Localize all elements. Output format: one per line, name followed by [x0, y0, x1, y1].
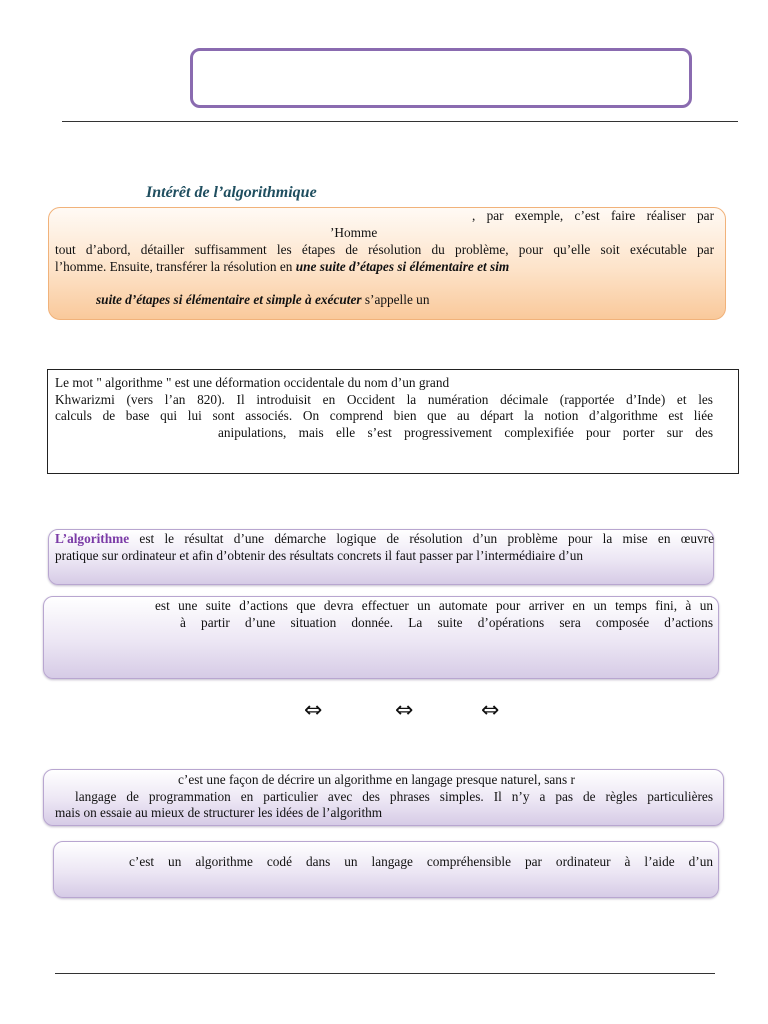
section-title: Intérêt de l’algorithmique: [146, 184, 317, 201]
orange-box-line-5-text: s’appelle un: [364, 292, 430, 307]
equivalence-arrow-icon: ⇔: [304, 698, 323, 723]
pseudocode-line-1: c’est une façon de décrire un algorithme en langage presque naturel, sans r: [178, 772, 575, 787]
definition-line-1: [55, 531, 714, 548]
footer-divider: [55, 973, 715, 974]
etymology-line-1: Le mot " algorithme " est une déformation occidentale du nom d’un grand: [55, 375, 450, 390]
orange-box-line-3: tout d’abord, détailler suffisamment les étapes de résolution du problème, pour qu’elle soit exécutable par: [55, 242, 714, 257]
pseudocode-line-2: langage de programmation en particulier avec des phrases simples. Il n’y a pas de règles particulières: [75, 789, 713, 804]
orange-box-line-4-emphasis: une suite d’étapes si élémentaire et sim: [295, 259, 510, 274]
header-divider: [62, 121, 738, 122]
definition-line-2: pratique sur ordinateur et afin d’obtenir des résultats concrets il faut passer par l’intermédiaire d’un: [55, 548, 583, 563]
program-line-1: c’est un algorithme codé dans un langage compréhensible par ordinateur à l’aide d’un: [129, 854, 713, 869]
orange-box-line-4-text: l’homme. Ensuite, transférer la résolution en: [55, 259, 293, 274]
orange-box-line-5: [96, 292, 429, 309]
definition-line-1-text: est le résultat d’une démarche logique de résolution d’un problème pour la mise en œuvre: [139, 531, 714, 546]
algorithm-term: L’algorithme: [55, 531, 130, 546]
orange-box-line-5-emphasis: suite d’étapes si élémentaire et simple à exécuter: [96, 292, 362, 307]
sequence-line-2: à partir d’une situation donnée. La suite d’opérations sera composée d’actions: [180, 615, 713, 630]
equivalence-arrow-icon: ⇔: [395, 698, 414, 723]
orange-box-line-2: ’Homme: [330, 225, 378, 240]
etymology-line-2: Khwarizmi (vers l’an 820). Il introduisit en Occident la numération décimale (rapportée d’Inde) et les: [55, 392, 713, 407]
orange-box-line-1: , par exemple, c’est faire réaliser par: [472, 208, 714, 223]
equivalence-arrow-icon: ⇔: [481, 698, 500, 723]
etymology-line-3: calculs de base qui lui sont associés. On comprend bien que au départ la notion d’algorithme est liée: [55, 408, 713, 423]
etymology-line-4: anipulations, mais elle s’est progressivement complexifiée pour porter sur des: [218, 425, 713, 440]
title-frame: [190, 48, 692, 108]
sequence-line-1: est une suite d’actions que devra effectuer un automate pour arriver en un temps fini, à un: [155, 598, 713, 613]
pseudocode-line-3: mais on essaie au mieux de structurer les idées de l’algorithm: [55, 805, 383, 820]
orange-box-line-4: [55, 259, 509, 276]
